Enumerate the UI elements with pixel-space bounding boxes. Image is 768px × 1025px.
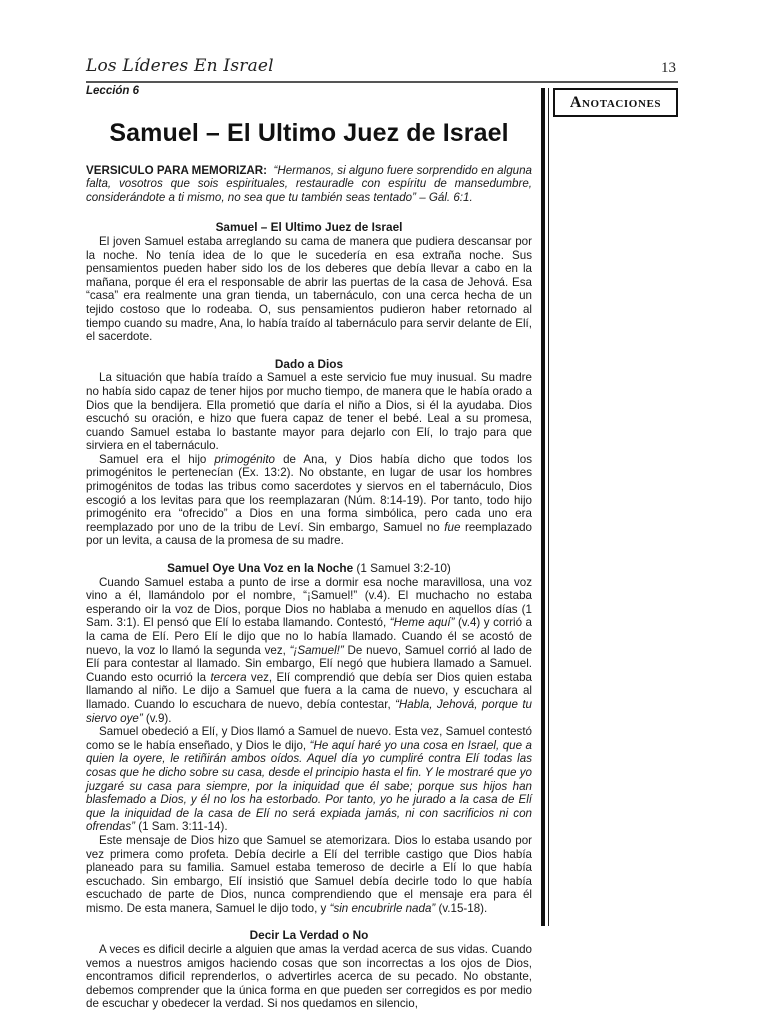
margin-rule-thin (548, 88, 549, 926)
text-run: Samuel obedeció a Elí, y Dios llamó a Samuel de nuevo. Esta vez, Samuel contestó como se le había enseñado, y Dios le dijo, (86, 725, 532, 752)
notes-heading-box (553, 88, 678, 117)
text-run: reemplazado por un levita, a causa de la promesa de su madre. (86, 520, 532, 548)
paragraph: A veces es dificil decirle a alguien que amas la verdad acerca de sus vidas. Cuando vemos a nuestros amigos haciendo cosas que son incorrectas a los ojos de Dios, encontramos dificil reprenderlos, o advertirles acerca de su pecado. No obstante, debemos comprender que la única forma en que pueden ser corregidos es por medio de escuchar y obedecer la verdad. Si nos quedamos en silencio, (86, 943, 532, 1011)
memory-verse-text: “Hermanos, si alguno fuere sorprendido en alguna falta, vosotros que sois espirituales, restauradle con espíritu de mansedumbre, considerándote a ti mismo, no sea que tu también seas tentado” (86, 163, 532, 204)
text-run: Cuando Samuel estaba a punto de irse a dormir esa noche maravillosa, una voz vino a él, llamándolo por el nombre, “¡Samuel!” (v.4). El muchacho no estaba esperando oir la voz de Dios, porque Dios no hablaba a menudo en aquellos días (1 Sam. 3:1). El pensó que Elí lo estaba llamando. Contestó, (86, 575, 532, 630)
section-heading (86, 562, 532, 576)
paragraph (86, 834, 532, 916)
heading-reference: (1 Samuel 3:2-10) (353, 561, 451, 576)
page-title: Samuel – El Ultimo Juez de Israel (109, 118, 509, 147)
paragraph (86, 725, 532, 834)
section-dado-a-dios (86, 358, 532, 548)
heading-text: Samuel Oye Una Voz en la Noche (167, 561, 354, 576)
text-run: (1 Sam. 3:11-14). (134, 820, 228, 834)
margin-rule-thick (541, 88, 545, 926)
text-run: vez, Elí comprendió que debía ser Dios quien estaba llamando al niño. Le dijo a Samuel que fuera a la cama de nuevo, y escuchara al llamado. Cuando lo escuchara de nuevo, debía contestar, (86, 670, 532, 711)
text-run: De nuevo, Samuel corrió al lado de Elí para contestar al llamado. Sin embargo, Elí negó que hubiera llamado a Samuel. Cuando esto ocurrió la (86, 643, 532, 684)
text-run: (v.4) y corrió a la cama de Elí. Pero Elí le dijo que no lo había llamado. Cuando él se acostó de nuevo, la voz lo llamó la segunda vez, (86, 616, 533, 657)
section-heading: Dado a Dios (274, 356, 344, 371)
lesson-label: Lección 6 (86, 85, 140, 97)
emphasis: “Heme aquí” (389, 616, 455, 630)
text-run: Samuel era el hijo (99, 452, 215, 466)
section-intro (86, 221, 532, 343)
emphasis: primogénito (214, 452, 276, 466)
emphasis: tercera (210, 670, 247, 684)
section-decir-la-verdad (86, 929, 532, 1011)
section-heading: Decir La Verdad o No (249, 928, 369, 943)
page-number: 13 (661, 60, 676, 76)
memory-verse-label: VERSICULO PARA MEMORIZAR: (86, 163, 268, 177)
text-run: de Ana, y Dios había dicho que todos los primogénitos le pertenecían (Ex. 13:2). No obstante, en lugar de usar los hombres primogénitos de todas las tribus como sacerdotes y siervos en el tabernáculo, Dios escogió a los levitas para que los reemplazaran (Núm. 8:14-19). Por tanto, todo hijo primogénito era “ofrecido” a Dios en una forma simbólica, pero cada uno era reemplazado por uno de la tribu de Leví. Sin embargo, Samuel no (86, 452, 532, 534)
section-heading: Samuel – El Ultimo Juez de Israel (215, 220, 403, 235)
emphasis: fue (444, 520, 461, 534)
memory-verse-reference: – Gál. 6:1. (415, 190, 473, 204)
paragraph: La situación que había traído a Samuel a este servicio fue muy inusual. Su madre no había sido capaz de tener hijos por mucho tiempo, de manera que le había orado a Dios que la bendijera. Ella prometió que daría el niño a Dios, si él la ayudaba. Dios escuchó su oración, e hizo que fuera capaz de tener el bebé. Leal a su promesa, cuando Samuel estaba lo bastante mayor para dejarlo con Elí, lo trajo para que sirviera en el tabernáculo. (86, 371, 532, 453)
text-run: Este mensaje de Dios hizo que Samuel se atemorizara. Dios lo estaba usando por vez primera como profeta. Debía decirle a Elí del terrible castigo que Dios había planeado para su familia. Samuel estaba temeroso de decirle a Elí lo que había escuchado. Sin embargo, Elí insistió que Samuel debía decirle todo lo que había escuchado de parte de Dios, nunca comprendiendo que el mensaje era para él mismo. De esta manera, Samuel le dijo todo, y (86, 833, 532, 915)
memory-verse (86, 164, 532, 205)
paragraph: El joven Samuel estaba arreglando su cama de manera que pudiera descansar por la noche. No tenía idea de lo que le sucedería en esa extraña noche. Sus pensamientos pueden haber sido los de los deberes que debía llevar a cabo en la mañana, porque él era el responsable de abrir las puertas de la casa de Jehová. Esa “casa” era realmente una gran tienda, un tabernáculo, con una cerca hecha de un tejido costoso que lo rodeaba. O, sus pensamientos pudieron haber retornado al tiempo cuando su madre, Ana, lo había traído al tabernáculo para servir delante de Elí, el sacerdote. (86, 234, 532, 344)
emphasis: “sin encubrirle nada” (329, 901, 436, 915)
text-run: (v.9). (142, 711, 172, 725)
paragraph (86, 576, 532, 726)
text-run: (v.15-18). (435, 901, 488, 915)
paragraph (86, 453, 532, 548)
running-head: Los Líderes En Israel (86, 56, 274, 76)
notes-heading: Anotaciones (569, 93, 662, 111)
header-rule (86, 81, 678, 83)
emphasis: “He aquí haré yo una cosa en Israel, que a quien la oyere, le retiñirán ambos oídos. Aquel día yo cumpliré contra Elí todas las cosas que he dicho sobre su casa, desde el principio hasta el fin. Y le mostraré que yo juzgaré su casa para siempre, por la iniquidad que él sabe; porque sus hijos han blasfemado a Dios, y él no los ha estorbado. Por tanto, yo he jurado a la casa de Elí que la iniquidad de la casa de Elí no será expiada jamás, ni con sacrificios ni con ofrendas” (86, 738, 532, 834)
section-voz-en-la-noche (86, 562, 532, 915)
lesson-body (86, 84, 532, 1025)
emphasis: “Habla, Jehová, porque tu siervo oye” (86, 697, 532, 725)
emphasis: “¡Samuel!” (289, 643, 344, 657)
